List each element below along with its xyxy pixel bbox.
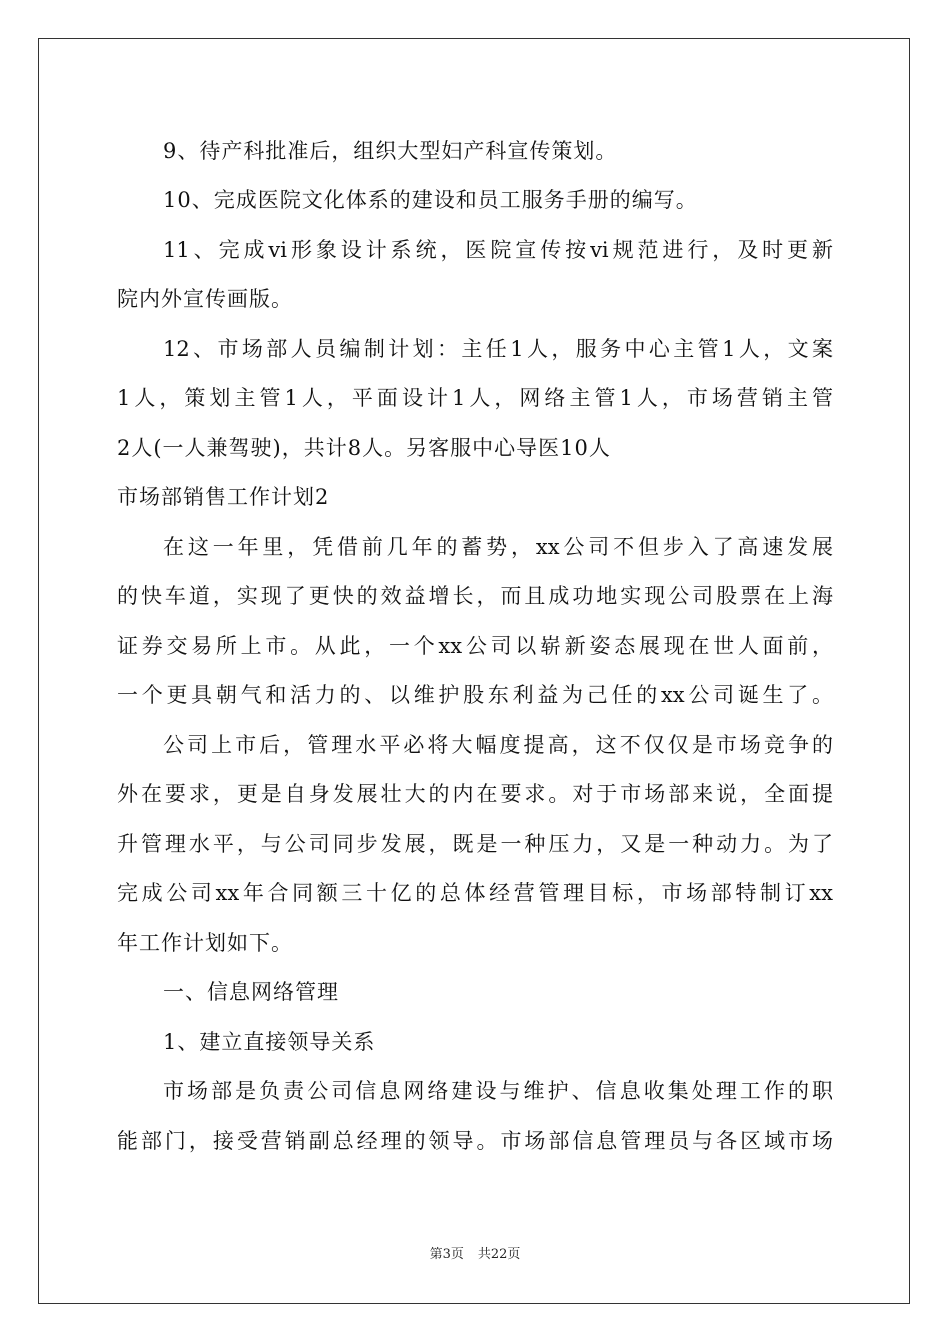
text-line: 院内外宣传画版。	[117, 287, 293, 311]
text-line: 能部门，接受营销副总经理的领导。市场部信息管理员与各区域市场	[117, 1129, 833, 1153]
text-line: 外在要求，更是自身发展壮大的内在要求。对于市场部来说，全面提	[117, 782, 833, 806]
text-line: 公司上市后，管理水平必将大幅度提高，这不仅仅是市场竞争的	[163, 733, 833, 757]
text-line: 升管理水平，与公司同步发展，既是一种压力，又是一种动力。为了	[117, 832, 833, 856]
text-line: 9、待产科批准后，组织大型妇产科宣传策划。	[163, 139, 618, 163]
page-border	[38, 38, 910, 1304]
text-line: 1人，策划主管1人，平面设计1人，网络主管1人，市场营销主管	[117, 386, 833, 410]
text-line: 年工作计划如下。	[117, 931, 293, 955]
text-line: 完成公司xx年合同额三十亿的总体经营管理目标，市场部特制订xx	[117, 881, 833, 905]
page-footer	[0, 1246, 950, 1264]
text-line: 10、完成医院文化体系的建设和员工服务手册的编写。	[163, 188, 698, 212]
text-line: 2人(一人兼驾驶)，共计8人。另客服中心导医10人	[117, 436, 611, 460]
section-heading: 市场部销售工作计划2	[117, 485, 330, 509]
text-line: 11、完成vi形象设计系统，医院宣传按vi规范进行，及时更新	[163, 238, 833, 262]
text-line: 市场部是负责公司信息网络建设与维护、信息收集处理工作的职	[163, 1079, 833, 1103]
text-line: 12、市场部人员编制计划：主任1人，服务中心主管1人，文案	[163, 337, 833, 361]
text-line: 1、建立直接领导关系	[163, 1030, 376, 1054]
page-number: 第3页	[429, 1247, 464, 1262]
text-line: 一个更具朝气和活力的、以维护股东利益为己任的xx公司诞生了。	[117, 683, 833, 707]
text-line: 在这一年里，凭借前几年的蓄势，xx公司不但步入了高速发展	[163, 535, 833, 559]
text-line: 证券交易所上市。从此，一个xx公司以崭新姿态展现在世人面前，	[117, 634, 833, 658]
text-line: 的快车道，实现了更快的效益增长，而且成功地实现公司股票在上海	[117, 584, 833, 608]
text-line: 一、信息网络管理	[163, 980, 339, 1004]
page-total: 共22页	[477, 1247, 521, 1262]
